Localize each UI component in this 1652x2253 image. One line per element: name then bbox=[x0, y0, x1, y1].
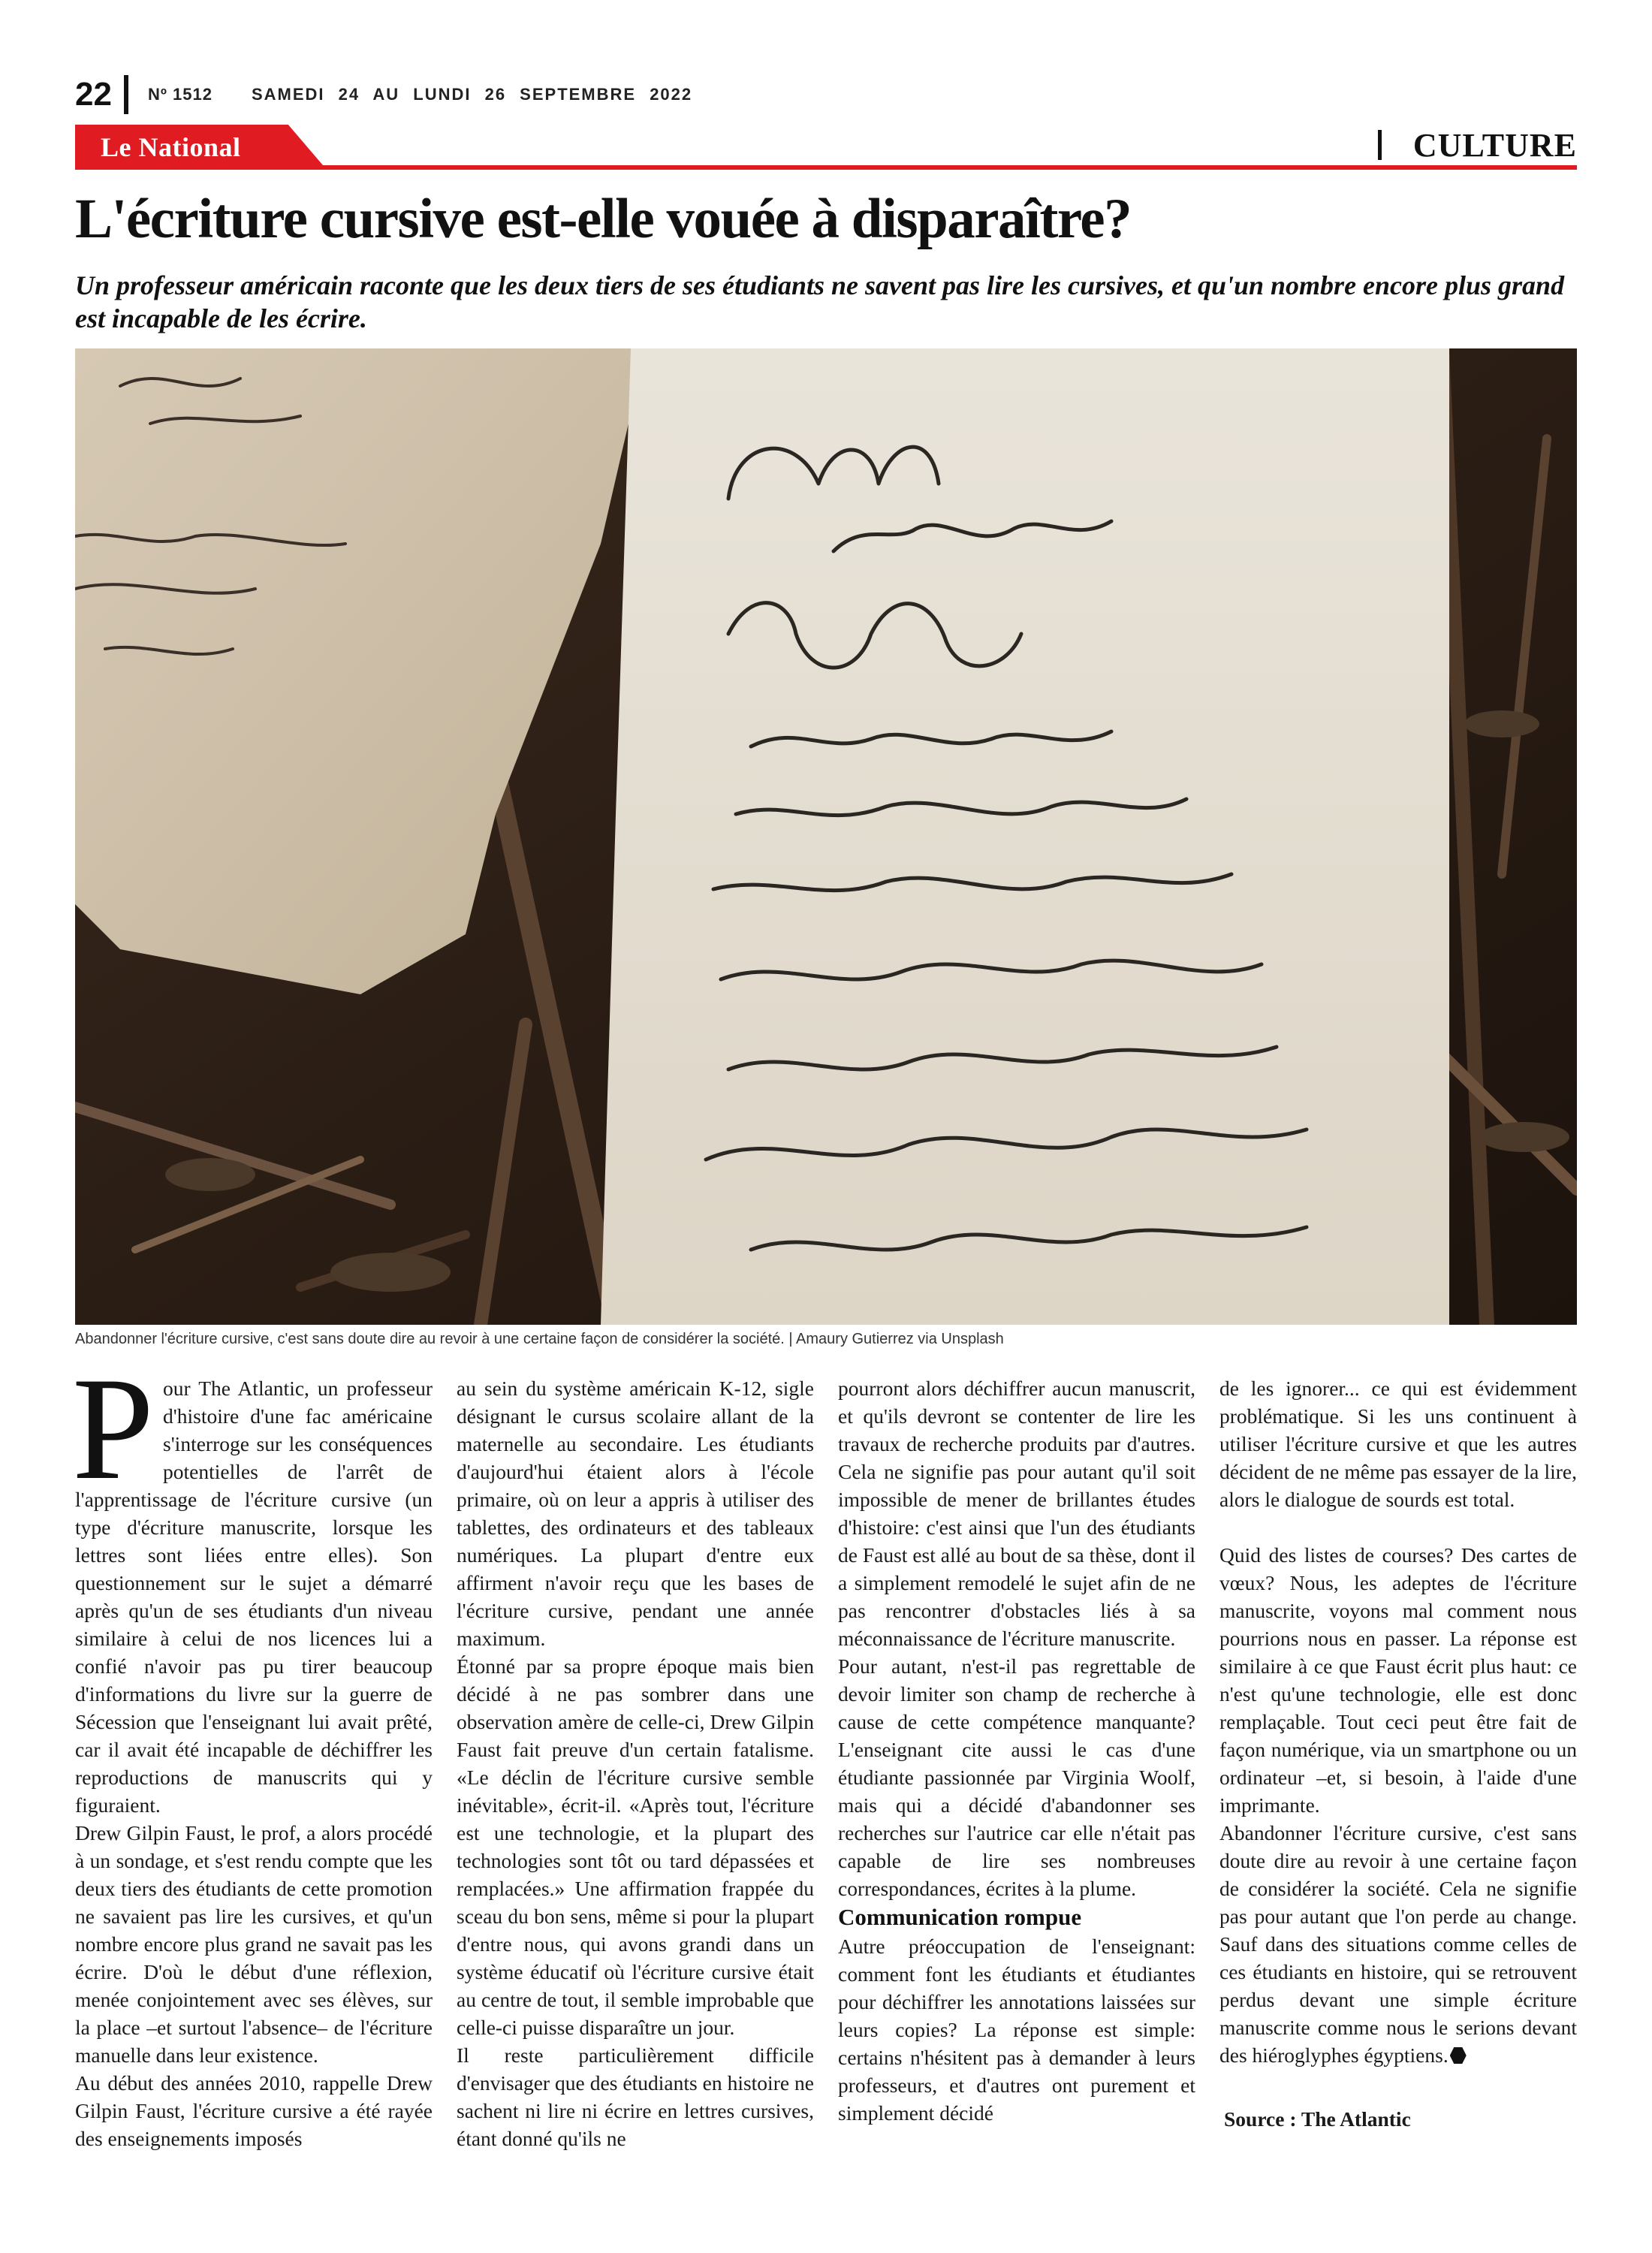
section-label: CULTURE bbox=[1412, 126, 1577, 164]
issue-date: SAMEDI 24 AU LUNDI 26 SEPTEMBRE 2022 bbox=[251, 85, 693, 104]
deck: Un professeur américain raconte que les deux tiers de ses étudiants ne savent pas lire les cursives, et qu'un nombre encore plus grand est incapable de les écrire. bbox=[75, 270, 1565, 333]
drop-cap: P bbox=[72, 1347, 155, 1510]
paragraph: au sein du système américain K-12, sigle désignant le cursus scolaire allant de la maternelle au secondaire. Les étudiants d'aujourd'hui étaient alors à l'école primaire, où on leur a appris à utiliser des tablettes, des ordinateurs et des tableaux numériques. La plupart d'entre eux affirment n'avoir reçu que les bases de l'écriture cursive, pendant une année maximum. bbox=[457, 1377, 814, 1650]
section-label-group bbox=[1378, 125, 1577, 165]
red-rule bbox=[75, 165, 1577, 170]
source-credit: Source : The Atlantic bbox=[1224, 2107, 1411, 2131]
photo-caption: Abandonner l'écriture cursive, c'est sans doute dire au revoir à une certaine façon de considérer la société. | Amaury Gutierrez via Unsplash bbox=[75, 1331, 1004, 1347]
paragraph-with-endmark bbox=[1219, 1819, 1577, 2069]
column-1 bbox=[72, 1347, 433, 2152]
publication-name: Le National bbox=[101, 132, 241, 162]
subheading: Communication rompue bbox=[838, 1904, 1082, 1930]
divider bbox=[1378, 130, 1382, 160]
paragraph: Drew Gilpin Faust, le prof, a alors procédé à un sondage, et s'est rendu compte que les deux tiers des étudiants de cette promotion ne savaient pas lire les cursives, et qu'un nombre encore plus grand ne savait pas les écrire. D'où le début d'une réflexion, menée conjointement avec ses élèves, sur la place –et surtout l'absence– de l'écriture manuelle dans leur existence. bbox=[75, 1821, 433, 2067]
paragraph: Abandonner l'écriture cursive, c'est sans doute dire au revoir à une certaine façon de considérer la société. Cela ne signifie pas pour autant que l'on perde au change. Sauf dans des situations comme celles de ces étudiants en histoire, qui se retrouvent perdus devant une simple écriture manuscrite comme nous le serions devant des hiéroglyphes égyptiens. bbox=[1219, 1821, 1577, 2067]
headline: L'écriture cursive est-elle vouée à disparaître? bbox=[75, 188, 1132, 250]
divider bbox=[124, 75, 128, 114]
page-header bbox=[75, 72, 692, 117]
spacer bbox=[1219, 1513, 1577, 1541]
paragraph: Il reste particulièrement difficile d'envisager que des étudiants en histoire ne sachent ni lire ni écrire en lettres cursives, étant donné qu'ils ne bbox=[457, 2043, 814, 2150]
paragraph: de les ignorer... ce qui est évidemment problématique. Si les uns continuent à utiliser l'écriture cursive et que les autres décident de ne même pas essayer de la lire, alors le dialogue de sourds est total. bbox=[1219, 1377, 1577, 1511]
column-2 bbox=[457, 1374, 814, 2152]
paragraph: pourront alors déchiffrer aucun manuscrit, et qu'ils devront se contenter de lire les travaux de recherche produits par d'autres. Cela ne signifie pas pour autant qu'il soit impossible de mener de brillantes études d'histoire: c'est ainsi que l'un des étudiants de Faust est allé au bout de sa thèse, dont il a simplement remodelé le sujet afin de ne pas rencontrer d'obstacles liés à sa méconnaissance de l'écriture manuscrite. bbox=[838, 1377, 1195, 1650]
brand-bar bbox=[75, 125, 1577, 170]
paragraph: our The Atlantic, un professeur d'histoire d'une fac américaine s'interroge sur les conséquences potentielles de l'arrêt de l'apprentissage de l'écriture cursive (un type d'écriture manuscrite, lorsque les lettres sont liées entre elles). Son questionnement sur le sujet a démarré après qu'un de ses étudiants d'un niveau similaire à celui de nos licences lui a confié n'avoir pas pu tirer beaucoup d'informations du livre sur la guerre de Sécession que l'enseignant lui avait prêté, car il avait été incapable de déchiffrer les reproductions de manuscrits qui y figuraient. bbox=[75, 1377, 433, 1817]
photo-illustration bbox=[75, 348, 1577, 1325]
paragraph: Quid des listes de courses? Des cartes de vœux? Nous, les adeptes de l'écriture manuscrite, voyons mal comment nous pourrions nous en passer. La réponse est similaire à ce que Faust écrit plus haut: ce n'est qu'une technologie, elle est donc remplaçable. Tout ceci peut être fait de façon numérique, via un smartphone ou un ordinateur –et, si besoin, à l'aide d'une imprimante. bbox=[1219, 1543, 1577, 1817]
paragraph: Pour autant, n'est-il pas regrettable de devoir limiter son champ de recherche à cause de cette compétence manquante? L'enseignant cite aussi le cas d'une étudiante passionnée par Virginia Woolf, mais qui a décidé d'abandonner ses recherches sur l'autrice car elle n'était pas capable de lire ses nombreuses correspondances, écrites à la plume. bbox=[838, 1654, 1195, 1900]
issue-number: Nº 1512 bbox=[147, 85, 213, 104]
article-photo bbox=[75, 348, 1577, 1325]
column-4 bbox=[1219, 1374, 1577, 2133]
paragraph: Au début des années 2010, rappelle Drew Gilpin Faust, l'écriture cursive a été rayée des enseignements imposés bbox=[75, 2071, 433, 2150]
end-mark-icon bbox=[1450, 2047, 1467, 2064]
paragraph: Autre préoccupation de l'enseignant: comment font les étudiants et étudiantes pour déchiffrer les annotations laissées sur leurs copies? La réponse est simple: certains n'hésitent pas à demander à leurs professeurs, et d'autres ont purement et simplement décidé bbox=[838, 1935, 1195, 2125]
paragraph: Étonné par sa propre époque mais bien décidé à ne pas sombrer dans une observation amère de celle-ci, Drew Gilpin Faust fait preuve d'un certain fatalisme. «Le déclin de l'écriture cursive semble inévitable», écrit-il. «Après tout, l'écriture est une technologie, et la plupart des technologies sont tôt ou tard dépassées et remplacées.» Une affirmation frappée du sceau du bon sens, même si pour la plupart d'entre nous, qui avons grandi dans un système éducatif où l'écriture cursive était au centre de tout, il semble improbable que celle-ci puisse disparaître un jour. bbox=[457, 1654, 814, 2039]
column-3 bbox=[838, 1374, 1195, 2127]
page-number: 22 bbox=[75, 76, 112, 113]
